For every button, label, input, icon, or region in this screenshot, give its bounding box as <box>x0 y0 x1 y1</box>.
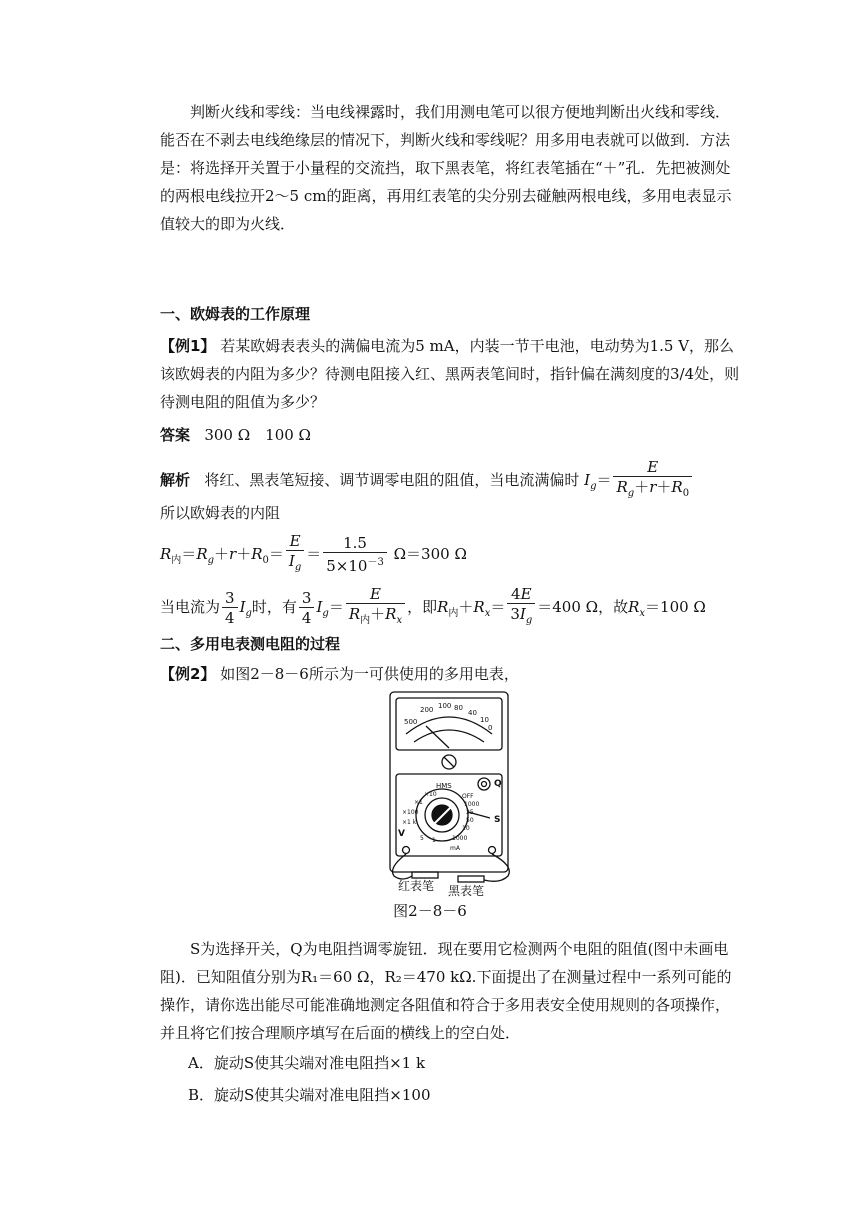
answer-label: 答案 <box>160 426 191 444</box>
knob-label: mA <box>450 845 460 852</box>
knob-label: HMS <box>436 782 452 790</box>
example1-answer <box>160 424 311 446</box>
analysis-line4: 当电流为 $\frac{3}{4}$ $I_g$时，有 $\frac{3}{4}$ $I_g=$ $\frac{E}{R_内+R_x}$ ，即$R_内+R_x=$ $\frac{4E}{3I_g}$ ＝400 Ω，故$R_x=100$ Ω <box>160 585 706 627</box>
example1-analysis <box>160 458 694 504</box>
knob-label: 50 <box>466 817 474 824</box>
scale-label: 40 <box>468 709 477 717</box>
knob-label: ×1 k <box>402 819 417 826</box>
analysis-line2: 所以欧姆表的内阻 <box>160 504 281 522</box>
option-b: B．旋动S使其尖端对准电阻挡×100 <box>188 1086 431 1104</box>
formula-rinternal: $R_内=R_g+r+R_0=$ $\frac{E}{I_g}$ ＝ $\frac{1.5}{5\times 10^{-3}}$ <box>160 545 389 563</box>
scale-label: 500 <box>404 718 418 726</box>
red-probe-label: 红表笔 <box>398 879 435 893</box>
example2-question-text: 如图2－8－6所示为一可供使用的多用电表， <box>220 665 519 683</box>
label-q: Q <box>494 779 502 789</box>
scale-label: 10 <box>480 716 489 724</box>
example1-question <box>160 332 740 416</box>
section1-title: 一、欧姆表的工作原理 <box>160 305 311 323</box>
example1-question-text: 若某欧姆表表头的满偏电流为5 mA，内装一节干电池，电动势为1.5 V，那么该欧姆表的内阻为多少？待测电阻接入红、黑两表笔间时，指针偏在满刻度的3/4处，则待测电阻的阻值为多少？ <box>160 337 740 411</box>
knob-label: 1000 <box>464 801 480 808</box>
knob-label: 1 <box>432 837 436 844</box>
knob-label: ×1 <box>414 799 423 806</box>
example2-tag: 【例2】 <box>160 665 216 683</box>
black-probe-label: 黑表笔 <box>448 884 485 898</box>
knob-label: OFF <box>462 793 474 800</box>
example2-body: S为选择开关，Q为电阻挡调零旋钮．现在要用它检测两个电阻的阻值(图中未画电阻)．已知阻值分别为R₁＝60 Ω，R₂＝470 kΩ.下面提出了在测量过程中一系列可能的操作，请你选出能尽可能准确地测定各阻值和符合于多用表安全使用规则的各项操作，并且将它们按合理顺序填写在后面的横线上的空白处． <box>160 940 732 1042</box>
option-a: A．旋动S使其尖端对准电阻挡×1 k <box>188 1054 426 1072</box>
knob-label: 10 <box>462 825 470 832</box>
knob-label: ×10 <box>424 791 437 798</box>
scale-label: 80 <box>454 704 463 712</box>
knob-label: 1000 <box>452 835 468 842</box>
figure-caption: 图2－8－6 <box>393 902 467 920</box>
label-s: S <box>494 815 501 825</box>
label-v: V <box>398 829 405 839</box>
analysis-line3 <box>160 532 467 578</box>
analysis-label: 解析 <box>160 471 191 489</box>
analysis-text: 将红、黑表笔短接、调节调零电阻的阻值，当电流满偏时 <box>204 471 580 489</box>
knob-label: 25 <box>466 809 474 816</box>
formula-ig: $I_g=$ $\frac{E}{R_g+r+R_0}$ <box>584 471 694 489</box>
knob-label: 5 <box>420 835 424 842</box>
scale-label: 0 <box>488 724 493 732</box>
knob-label: ×100 <box>402 809 419 816</box>
multimeter-figure <box>380 690 520 900</box>
intro-paragraph: 判断火线和零线：当电线裸露时，我们用测电笔可以很方便地判断出火线和零线．能否在不剥去电线绝缘层的情况下，判断火线和零线呢？用多用电表就可以做到．方法是：将选择开关置于小量程的交流挡，取下黑表笔，将红表笔插在“＋”孔．先把被测处的两根电线拉开2～5 cm的距离，再用红表笔的尖分别去碰触两根电线，多用电表显示值较大的即为火线． <box>160 103 732 233</box>
analysis-line3-tail: Ω＝300 Ω <box>393 545 467 563</box>
example2-question <box>160 663 519 685</box>
example1-tag: 【例1】 <box>160 337 216 355</box>
scale-label: 200 <box>420 706 434 714</box>
answer-text: 300 Ω 100 Ω <box>204 426 311 444</box>
scale-label: 100 <box>438 702 452 710</box>
section2-title: 二、多用电表测电阻的过程 <box>160 635 341 653</box>
